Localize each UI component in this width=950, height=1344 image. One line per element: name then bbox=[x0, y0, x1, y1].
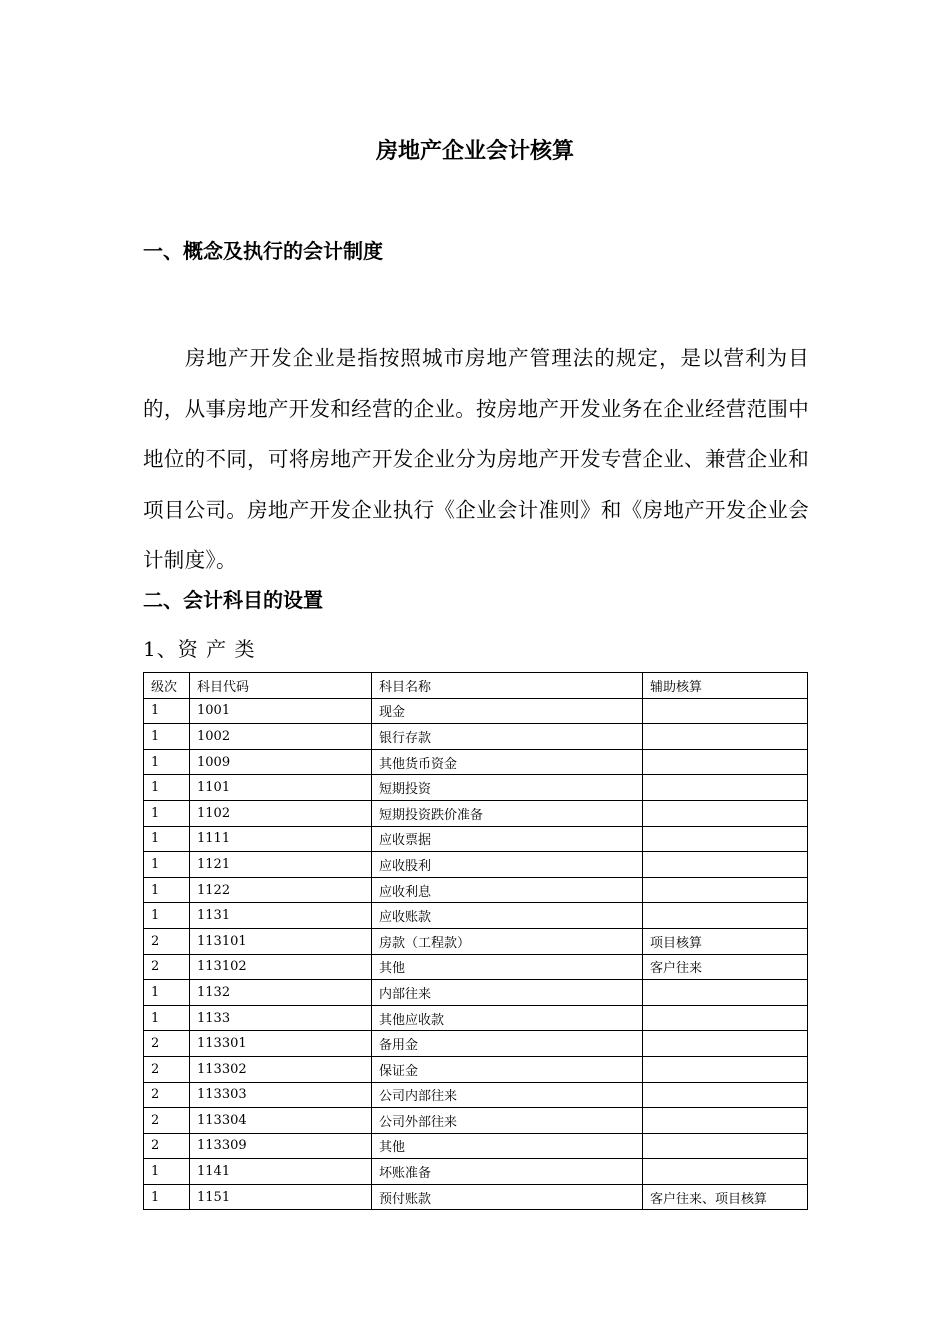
cell-name: 应收账款 bbox=[372, 903, 643, 929]
cell-level: 1 bbox=[144, 749, 190, 775]
accounts-table bbox=[143, 672, 808, 1210]
cell-level: 2 bbox=[144, 1082, 190, 1108]
table-row bbox=[144, 775, 808, 801]
table-row bbox=[144, 1031, 808, 1057]
intro-paragraph: 房地产开发企业是指按照城市房地产管理法的规定，是以营利为目的，从事房地产开发和经营的企业。按房地产开发业务在企业经营范围中地位的不同，可将房地产开发企业分为房地产开发专营企业、兼营企业和项目公司。房地产开发企业执行《企业会计准则》和《房地产开发企业会计制度》。 bbox=[143, 346, 809, 572]
header-name: 科目名称 bbox=[372, 673, 643, 699]
cell-name: 其他货币资金 bbox=[372, 749, 643, 775]
cell-level: 1 bbox=[144, 826, 190, 852]
table-row bbox=[144, 826, 808, 852]
header-aux: 辅助核算 bbox=[643, 673, 808, 699]
cell-name: 其他 bbox=[372, 954, 643, 980]
cell-code: 113101 bbox=[190, 928, 372, 954]
cell-code: 1132 bbox=[190, 980, 372, 1006]
table-row bbox=[144, 1005, 808, 1031]
cell-aux bbox=[643, 1159, 808, 1185]
cell-name: 备用金 bbox=[372, 1031, 643, 1057]
cell-aux bbox=[643, 1082, 808, 1108]
cell-name: 内部往来 bbox=[372, 980, 643, 1006]
cell-aux bbox=[643, 826, 808, 852]
table-row bbox=[144, 954, 808, 980]
cell-name: 其他 bbox=[372, 1133, 643, 1159]
cell-aux bbox=[643, 903, 808, 929]
table-row bbox=[144, 928, 808, 954]
table-row bbox=[144, 1108, 808, 1134]
table-row bbox=[144, 1056, 808, 1082]
cell-name: 现金 bbox=[372, 698, 643, 724]
cell-level: 2 bbox=[144, 928, 190, 954]
cell-level: 2 bbox=[144, 1056, 190, 1082]
cell-level: 1 bbox=[144, 980, 190, 1006]
cell-level: 1 bbox=[144, 698, 190, 724]
cell-code: 1001 bbox=[190, 698, 372, 724]
header-code: 科目代码 bbox=[190, 673, 372, 699]
cell-level: 1 bbox=[144, 1184, 190, 1210]
cell-name: 坏账准备 bbox=[372, 1159, 643, 1185]
cell-level: 2 bbox=[144, 1108, 190, 1134]
cell-aux bbox=[643, 1056, 808, 1082]
cell-level: 2 bbox=[144, 1031, 190, 1057]
section-heading-accounts: 二、会计科目的设置 bbox=[143, 588, 323, 612]
document-title: 房地产企业会计核算 bbox=[375, 139, 574, 164]
cell-aux: 客户往来 bbox=[643, 954, 808, 980]
cell-name: 公司外部往来 bbox=[372, 1108, 643, 1134]
cell-name: 银行存款 bbox=[372, 724, 643, 750]
cell-aux bbox=[643, 980, 808, 1006]
cell-aux bbox=[643, 698, 808, 724]
cell-aux bbox=[643, 852, 808, 878]
cell-name: 房款（工程款） bbox=[372, 928, 643, 954]
table-row bbox=[144, 852, 808, 878]
cell-code: 1111 bbox=[190, 826, 372, 852]
cell-code: 1101 bbox=[190, 775, 372, 801]
subheading-assets: 1、资 产 类 bbox=[143, 637, 256, 661]
cell-name: 预付账款 bbox=[372, 1184, 643, 1210]
table-row bbox=[144, 1082, 808, 1108]
cell-aux bbox=[643, 1005, 808, 1031]
cell-aux bbox=[643, 1108, 808, 1134]
cell-code: 1133 bbox=[190, 1005, 372, 1031]
cell-code: 1141 bbox=[190, 1159, 372, 1185]
cell-level: 1 bbox=[144, 903, 190, 929]
cell-code: 1102 bbox=[190, 800, 372, 826]
cell-aux: 项目核算 bbox=[643, 928, 808, 954]
cell-name: 应收股利 bbox=[372, 852, 643, 878]
cell-name: 公司内部往来 bbox=[372, 1082, 643, 1108]
cell-aux bbox=[643, 775, 808, 801]
cell-aux bbox=[643, 877, 808, 903]
table-row bbox=[144, 1159, 808, 1185]
cell-aux bbox=[643, 1031, 808, 1057]
table-header-row bbox=[144, 673, 808, 699]
table-row bbox=[144, 980, 808, 1006]
cell-level: 1 bbox=[144, 724, 190, 750]
cell-code: 1122 bbox=[190, 877, 372, 903]
table-row bbox=[144, 800, 808, 826]
cell-code: 113309 bbox=[190, 1133, 372, 1159]
table-row bbox=[144, 1184, 808, 1210]
table-body bbox=[144, 698, 808, 1210]
cell-name: 短期投资 bbox=[372, 775, 643, 801]
table-row bbox=[144, 1133, 808, 1159]
cell-code: 113301 bbox=[190, 1031, 372, 1057]
header-level: 级次 bbox=[144, 673, 190, 699]
cell-aux: 客户往来、项目核算 bbox=[643, 1184, 808, 1210]
table-row bbox=[144, 749, 808, 775]
cell-level: 1 bbox=[144, 775, 190, 801]
cell-name: 应收利息 bbox=[372, 877, 643, 903]
cell-name: 其他应收款 bbox=[372, 1005, 643, 1031]
cell-code: 113304 bbox=[190, 1108, 372, 1134]
cell-aux bbox=[643, 1133, 808, 1159]
cell-level: 1 bbox=[144, 800, 190, 826]
cell-name: 短期投资跌价准备 bbox=[372, 800, 643, 826]
section-heading-concept: 一、概念及执行的会计制度 bbox=[143, 239, 383, 263]
cell-code: 1131 bbox=[190, 903, 372, 929]
table-row bbox=[144, 698, 808, 724]
cell-code: 1009 bbox=[190, 749, 372, 775]
cell-code: 113102 bbox=[190, 954, 372, 980]
cell-name: 保证金 bbox=[372, 1056, 643, 1082]
table-row bbox=[144, 903, 808, 929]
table-row bbox=[144, 724, 808, 750]
cell-aux bbox=[643, 800, 808, 826]
cell-level: 1 bbox=[144, 852, 190, 878]
cell-aux bbox=[643, 724, 808, 750]
cell-level: 1 bbox=[144, 1159, 190, 1185]
cell-code: 1121 bbox=[190, 852, 372, 878]
cell-code: 113302 bbox=[190, 1056, 372, 1082]
cell-level: 1 bbox=[144, 1005, 190, 1031]
cell-aux bbox=[643, 749, 808, 775]
cell-code: 1151 bbox=[190, 1184, 372, 1210]
cell-level: 2 bbox=[144, 1133, 190, 1159]
cell-code: 1002 bbox=[190, 724, 372, 750]
table-row bbox=[144, 877, 808, 903]
cell-name: 应收票据 bbox=[372, 826, 643, 852]
cell-code: 113303 bbox=[190, 1082, 372, 1108]
cell-level: 1 bbox=[144, 877, 190, 903]
cell-level: 2 bbox=[144, 954, 190, 980]
